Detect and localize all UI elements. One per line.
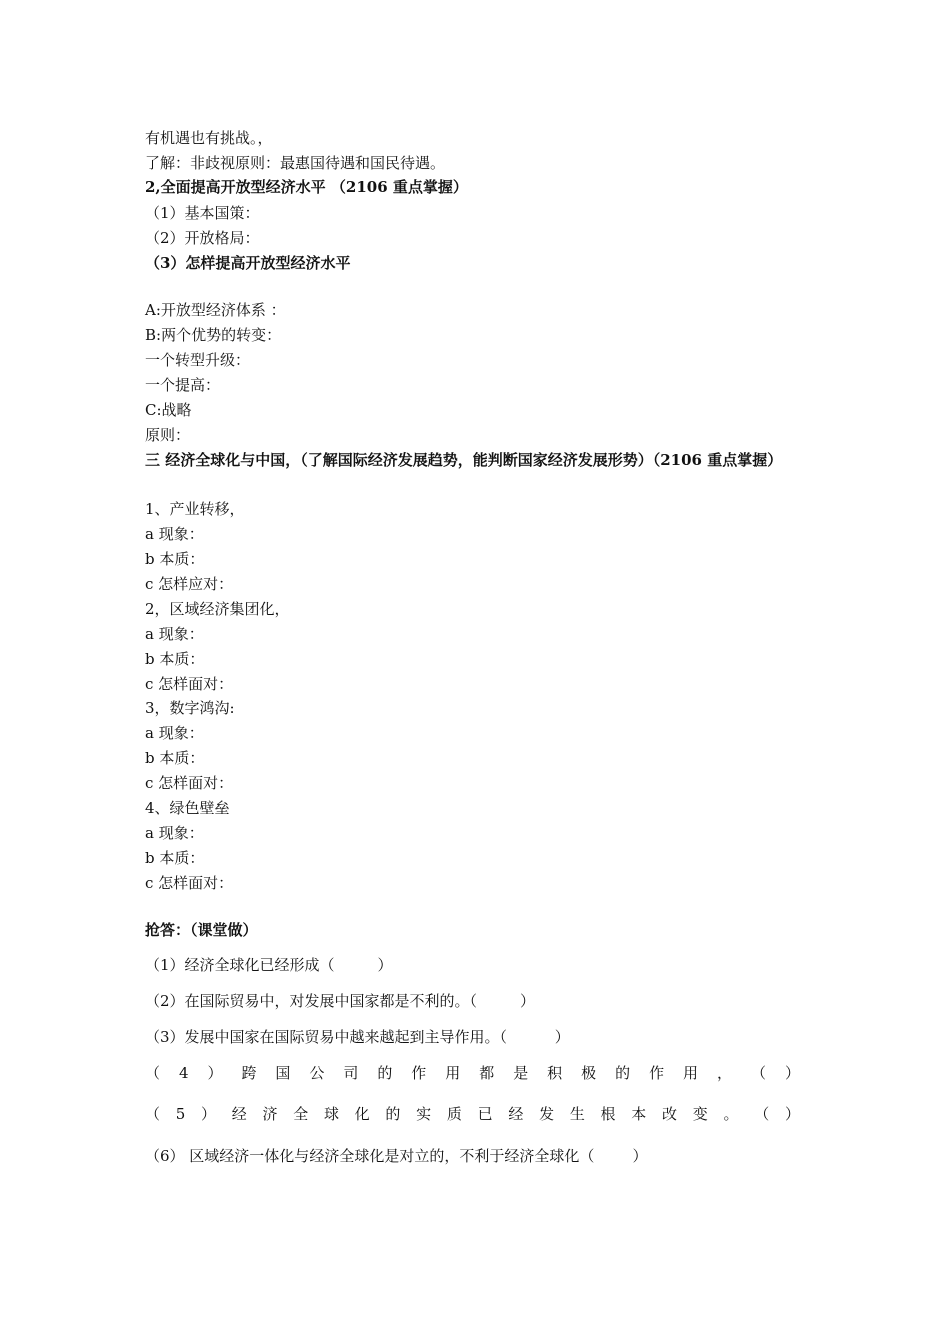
quiz-char: 的 (377, 1064, 393, 1082)
quiz-char: 济 (262, 1105, 278, 1123)
section-2-point-b: B:两个优势的转变： (145, 326, 282, 344)
topic-4-title: 4、绿色壁垒 (145, 799, 230, 817)
quiz-char: 实 (416, 1105, 432, 1123)
quiz-char: ） (784, 1105, 800, 1123)
quiz-char: 改 (662, 1105, 678, 1123)
quiz-char: 。 (723, 1105, 739, 1123)
quiz-char: 的 (385, 1105, 401, 1123)
quiz-char: ） (201, 1105, 217, 1123)
topic-2-c: c 怎样面对： (145, 675, 234, 693)
topic-2-title: 2，区域经济集团化， (145, 600, 290, 618)
section-2-point-b2: 一个提高： (145, 376, 221, 394)
quiz-question-2: （2）在国际贸易中，对发展中国家都是不利的。（ ） (145, 992, 535, 1010)
quiz-char: ， (717, 1064, 733, 1082)
quiz-char: 全 (293, 1105, 309, 1123)
quiz-char: 是 (513, 1064, 529, 1082)
quiz-char: （ (750, 1064, 766, 1082)
section-2-heading: 2,全面提高开放型经济水平 （2106 重点掌握） (145, 178, 468, 196)
section-3-heading: 三 经济全球化与中国，（了解国际经济发展趋势，能判断国家经济发展形势）（2106 重点掌握） (145, 451, 783, 469)
section-2-point-b1: 一个转型升级： (145, 351, 251, 369)
topic-3-a: a 现象： (145, 724, 204, 742)
topic-1-b: b 本质： (145, 550, 205, 568)
quiz-char: ） (207, 1064, 223, 1082)
quiz-question-4 (145, 1063, 800, 1083)
quiz-char: 经 (508, 1105, 524, 1123)
topic-1-a: a 现象： (145, 525, 204, 543)
quiz-char: 极 (581, 1064, 597, 1082)
quiz-char: （ (754, 1105, 770, 1123)
quiz-char: 生 (569, 1105, 585, 1123)
intro-line-2: 了解：非歧视原则：最惠国待遇和国民待遇。 (145, 154, 446, 172)
topic-3-c: c 怎样面对： (145, 774, 234, 792)
quiz-question-6: （6） 区域经济一体化与经济全球化是对立的，不利于经济全球化（ ） (145, 1147, 648, 1165)
quiz-question-5 (145, 1104, 800, 1124)
quiz-char: 发 (539, 1105, 555, 1123)
quiz-char: 的 (615, 1064, 631, 1082)
quiz-char: 5 (175, 1105, 186, 1123)
quiz-char: 作 (411, 1064, 427, 1082)
section-2-point-a: A:开放型经济体系 ： (145, 301, 286, 319)
topic-4-a: a 现象： (145, 824, 204, 842)
quiz-char: 根 (600, 1105, 616, 1123)
quiz-heading: 抢答：（课堂做） (145, 921, 258, 939)
topic-3-title: 3，数字鸿沟: (145, 699, 235, 717)
section-2-point-c1: 原则： (145, 426, 191, 444)
quiz-char: 质 (446, 1105, 462, 1123)
quiz-char: 跨 (241, 1064, 257, 1082)
quiz-char: 变 (692, 1105, 708, 1123)
section-2-item-3: （3）怎样提高开放型经济水平 (145, 254, 351, 272)
quiz-char: 化 (354, 1105, 370, 1123)
quiz-char: 积 (547, 1064, 563, 1082)
quiz-question-1: （1）经济全球化已经形成（ ） (145, 956, 393, 974)
quiz-char: 本 (631, 1105, 647, 1123)
quiz-char: （ (145, 1064, 161, 1082)
topic-4-b: b 本质： (145, 849, 205, 867)
topic-1-c: c 怎样应对： (145, 575, 234, 593)
quiz-char: 球 (323, 1105, 339, 1123)
section-2-item-2: （2）开放格局： (145, 229, 260, 247)
quiz-char: （ (145, 1105, 161, 1123)
quiz-char: 4 (178, 1064, 189, 1082)
quiz-question-3: （3）发展中国家在国际贸易中越来越起到主导作用。（ ） (145, 1028, 570, 1046)
topic-4-c: c 怎样面对： (145, 874, 234, 892)
quiz-char: 都 (479, 1064, 495, 1082)
quiz-char: 用 (683, 1064, 699, 1082)
quiz-char: 经 (231, 1105, 247, 1123)
quiz-char: ） (784, 1064, 800, 1082)
section-2-item-1: （1）基本国策： (145, 204, 260, 222)
quiz-char: 作 (649, 1064, 665, 1082)
topic-3-b: b 本质： (145, 749, 205, 767)
topic-2-a: a 现象： (145, 625, 204, 643)
quiz-char: 用 (445, 1064, 461, 1082)
quiz-char: 已 (477, 1105, 493, 1123)
section-2-point-c: C:战略 (145, 401, 192, 419)
intro-line-1: 有机遇也有挑战。， (145, 129, 273, 147)
quiz-char: 国 (275, 1064, 291, 1082)
quiz-char: 司 (343, 1064, 359, 1082)
topic-1-title: 1、产业转移， (145, 500, 245, 518)
topic-2-b: b 本质： (145, 650, 205, 668)
quiz-char: 公 (309, 1064, 325, 1082)
